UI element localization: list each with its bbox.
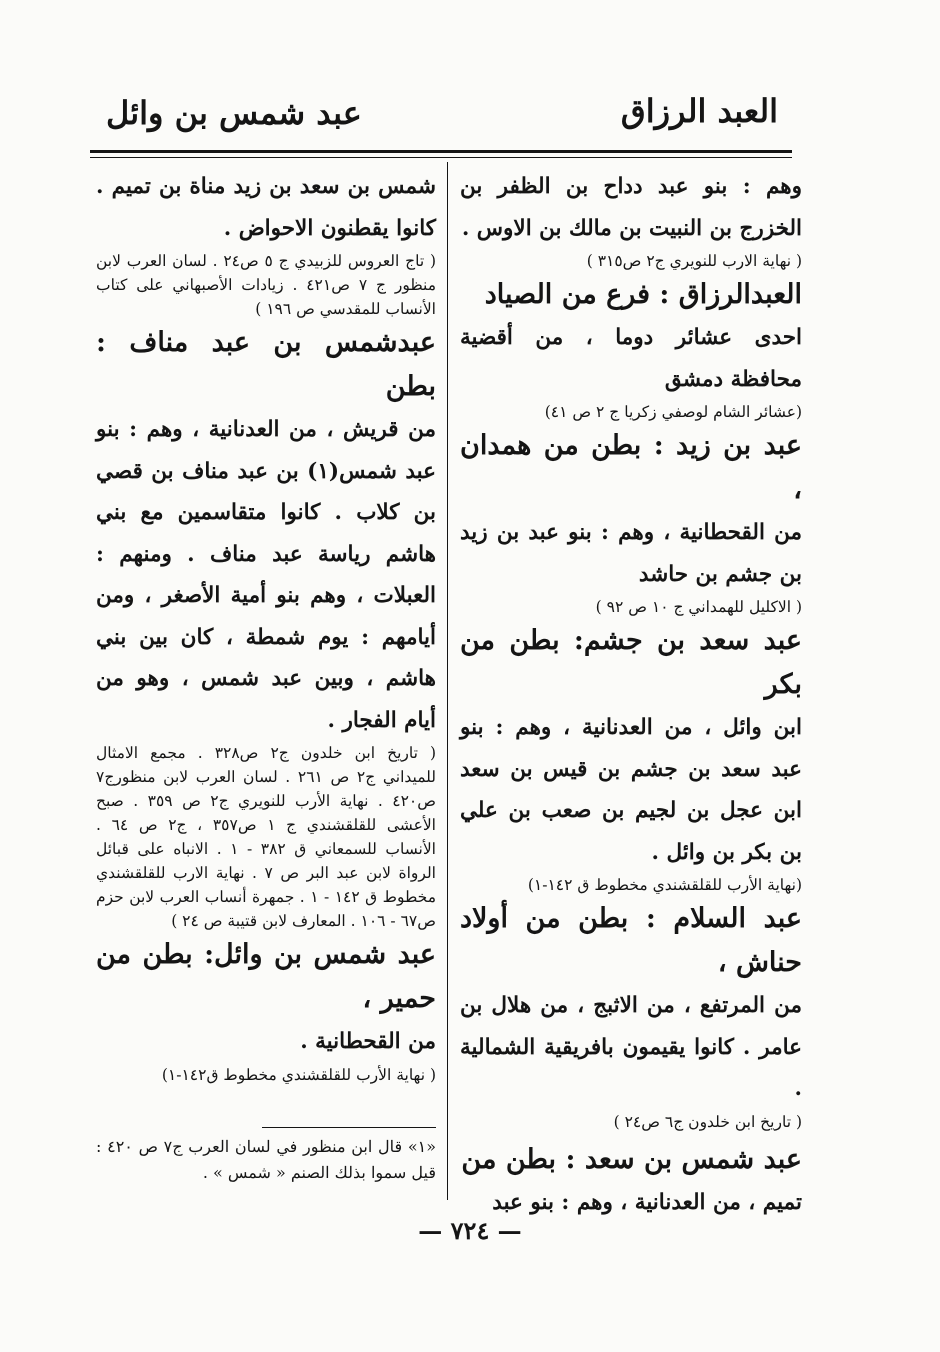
header-rule-thick (90, 150, 792, 153)
citation: (نهاية الأرب للقلقشندي مخطوط ق ١٤٢-١) (527, 876, 802, 894)
right-column (460, 166, 802, 1223)
citation: ( تاريخ ابن خلدون ج٦ ص٢٤ ) (613, 1112, 802, 1131)
entry-body: احدى عشائر دوما ، من أقضية محافظة دمشق (460, 325, 802, 392)
entry-heading: عبد بن زيد : بطن من همدان ، (460, 430, 802, 505)
citation: ( نهاية الأرب للقلقشندي مخطوط ق١٤٢-١) (161, 1065, 436, 1084)
footnote-rule (262, 1127, 436, 1128)
page-number: — ٧٢٤ — (418, 1216, 522, 1245)
citation: (عشائر الشام لوصفي زكريا ج ٢ ص ٤١) (544, 403, 802, 421)
entry-continuation: شمس بن سعد بن زيد مناة بن تميم . كانوا يقطنون الاحواض . (96, 174, 436, 241)
left-column (96, 166, 436, 1087)
entry-heading: عبدشمس بن عبد مناف : بطن (96, 327, 436, 402)
citation: ( الاكليل للهمداني ج ١٠ ص ٩٢ ) (595, 598, 802, 616)
footnote: «١» قال ابن منظور في لسان العرب ج٧ ص ٤٢٠ : قيل سموا بذلك الصنم « شمس » . (96, 1137, 436, 1182)
entry-body: ابن وائل ، من العدنانية ، وهم : بنو عبد سعد بن جشم بن قيس بن سعد ابن عجل بن لجيم بن صعب بن علي بن بكر بن وائل . (460, 715, 802, 865)
citation: ( نهاية الارب للنويري ج٢ ص٣١٥ ) (586, 252, 802, 270)
entry-body: من القحطانية ، وهم : بنو عبد بن زيد بن جشم بن حاشد (460, 520, 802, 587)
entry-body: تميم ، من العدنانية ، وهم : بنو عبد (492, 1189, 802, 1215)
running-head-left: عبد شمس بن وائل (106, 94, 362, 132)
citation: ( تاج العروس للزبيدي ج ٥ ص٢٤ . لسان العرب لابن منظور ج ٧ ص٤٢١ . زيادات الأصبهاني على كتاب الأنساب للمقدسي ص ١٩٦ ) (96, 252, 437, 318)
entry-body: من القحطانية . (300, 1029, 436, 1054)
entry-body: من قريش ، من العدنانية ، وهم : بنو عبد شمس(١) بن عبد مناف بن قصي بن كلاب . كانوا متقاسمين مع بني هاشم رياسة عبد مناف . ومنهم : العبلات ، وهم بنو أمية الأصغر ، ومن أيامهم : يوم شمطة ، كان بين بني هاشم ، وبين عبد شمس ، وهو من أيام الفجار . (96, 417, 436, 733)
entry-heading: العبدالرزاق : فرع من الصياد (484, 279, 802, 310)
citation: ( تاريخ ابن خلدون ج٢ ص٣٢٨ . مجمع الامثال للميداني ج٢ ص ٢٦١ . لسان العرب لابن منظورج٧ ص٤٢٠ . نهاية الأرب للنويري ج٢ ص ٣٥٩ . صبح الأعشى للقلقشندي ج ١ ص٣٥٧ ، ج٢ ص ٦٤ . الأنساب للسمعاني ق ٣٨٢ - ١ . الانباه على قبائل الرواة لابن عبد البر ص ٧ . نهاية الارب للقلقشندي مخطوط ق ١٤٢ - ١ . جمهرة أنساب العرب لابن حزم ص٦٧ - ١٠٦ . المعارف لابن قتيبة ص ٢٤ ) (96, 744, 437, 930)
header-rule-thin (90, 157, 792, 158)
entry-heading: عبد سعد بن جشم: بطن من بكر (460, 625, 802, 700)
column-divider (447, 162, 448, 1200)
entry-heading: عبد شمس بن وائل: بطن من حمير ، (96, 939, 436, 1014)
entry-body: من المرتفع ، من الاثبج ، من هلال بن عامر . كانوا يقيمون بافريقية الشمالية . (460, 993, 802, 1101)
entry-heading: عبد شمس بن سعد : بطن من (461, 1143, 802, 1175)
entry-heading: عبد السلام : بطن من أولاد حناش ، (460, 903, 802, 978)
entry-continuation: وهم : بنو عبد دداح بن الظفر بن الخزرج بن النبيت بن مالك بن الاوس . (460, 174, 802, 241)
running-head-right: العبد الرزاق (620, 92, 778, 130)
